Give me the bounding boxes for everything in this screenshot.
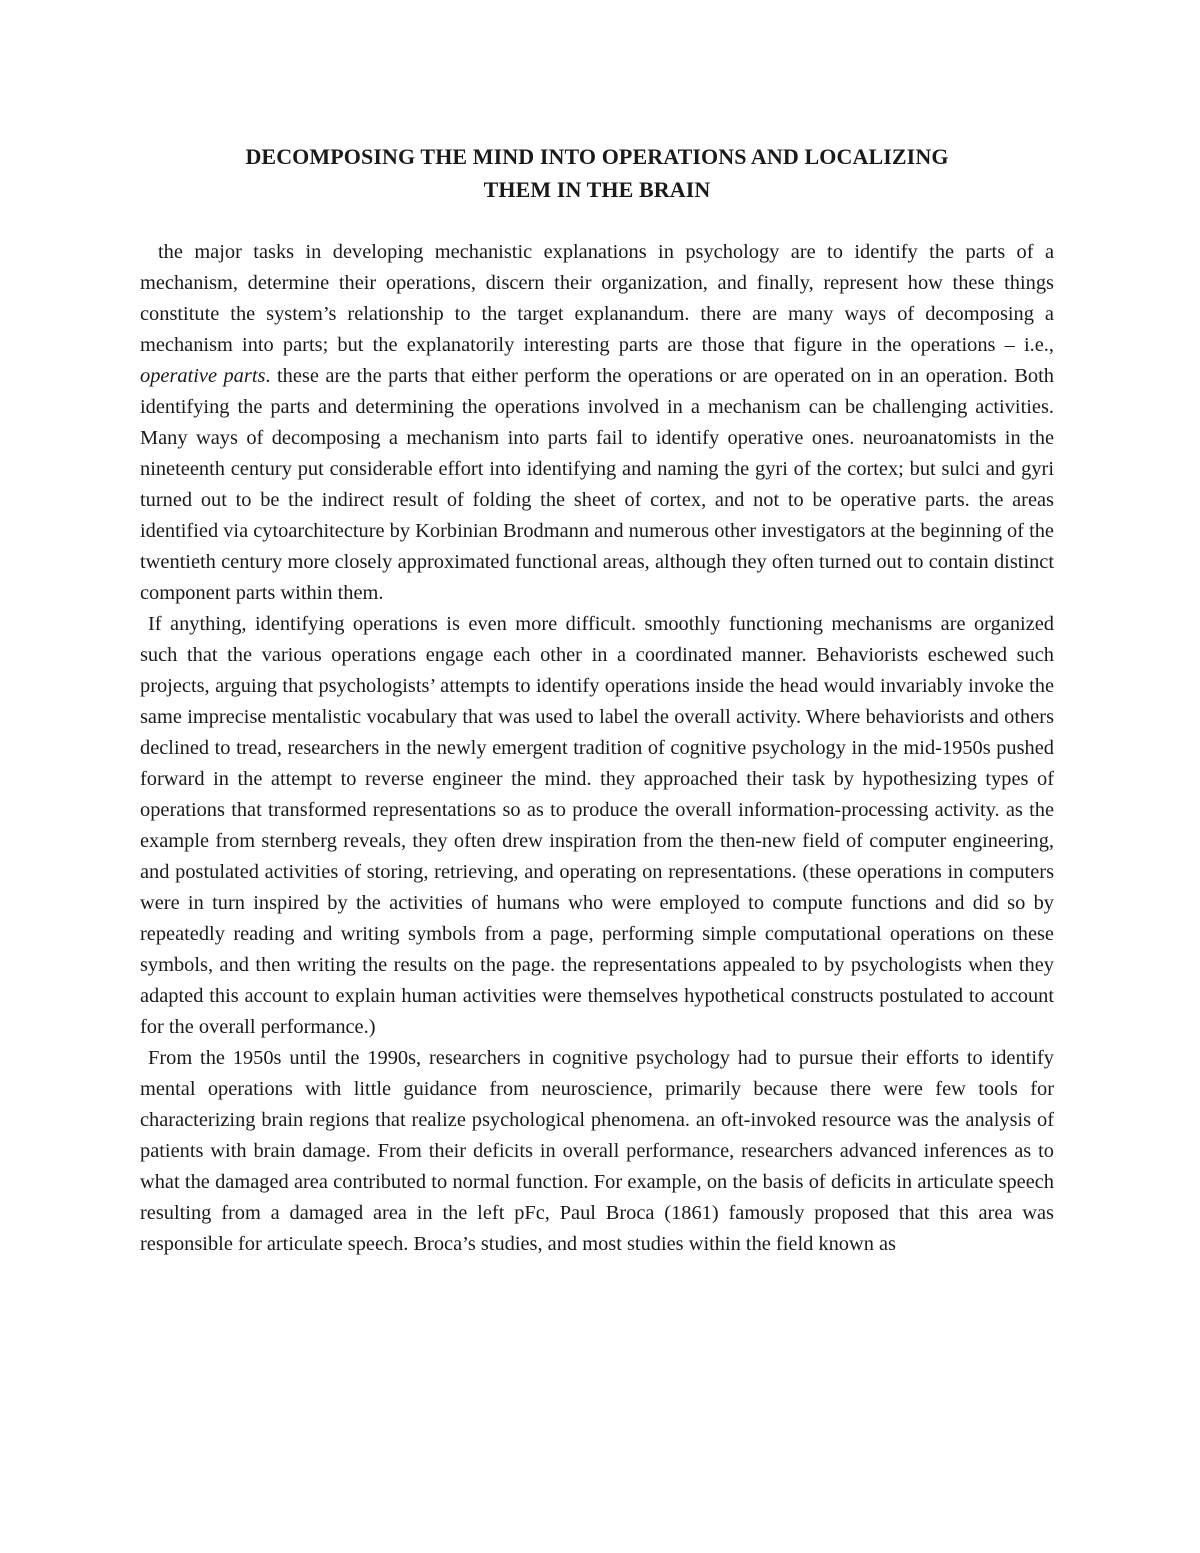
document-body [140,237,1054,1260]
paragraph-1-text-a: the major tasks in developing mechanistic explanations in psychology are to identify the parts of a mechanism, determine their operations, discern their organization, and finally, represent how these things constitute the system’s relationship to the target explanandum. there are many ways of decomposing a mechanism into parts; but the explanatorily interesting parts are those that figure in the operations – i.e., [140,241,1054,356]
paragraph-1 [140,237,1054,609]
title-line-1: DECOMPOSING THE MIND INTO OPERATIONS AND LOCALIZING [245,144,949,169]
document-title [140,140,1054,206]
title-line-2: THEM IN THE BRAIN [483,177,711,202]
paragraph-1-emphasis: operative parts [140,365,266,387]
paragraph-2: If anything, identifying operations is even more difficult. smoothly functioning mechanisms are organized such that the various operations engage each other in a coordinated manner. Behaviorists eschewed such projects, arguing that psychologists’ attempts to identify operations inside the head would invariably invoke the same imprecise mentalistic vocabulary that was used to label the overall activity. Where behaviorists and others declined to tread, researchers in the newly emergent tradition of cognitive psychology in the mid-1950s pushed forward in the attempt to reverse engineer the mind. they approached their task by hypothesizing types of operations that transformed representations so as to produce the overall information-processing activity. as the example from sternberg reveals, they often drew inspiration from the then-new field of computer engineering, and postulated activities of storing, retrieving, and operating on representations. (these operations in computers were in turn inspired by the activities of humans who were employed to compute functions and did so by repeatedly reading and writing symbols from a page, performing simple computational operations on these symbols, and then writing the results on the page. the representations appealed to by psychologists when they adapted this account to explain human activities were themselves hypothetical constructs postulated to account for the overall performance.) [140,613,1054,1038]
paragraph-1-text-b: . these are the parts that either perform the operations or are operated on in an operation. Both identifying the parts and determining the operations involved in a mechanism can be challenging activities. Many ways of decomposing a mechanism into parts fail to identify operative ones. neuroanatomists in the nineteenth century put considerable effort into identifying and naming the gyri of the cortex; but sulci and gyri turned out to be the indirect result of folding the sheet of cortex, and not to be operative parts. the areas identified via cytoarchitecture by Korbinian Brodmann and numerous other investigators at the beginning of the twentieth century more closely approximated functional areas, although they often turned out to contain distinct component parts within them. [140,365,1054,604]
paragraph-3: From the 1950s until the 1990s, researchers in cognitive psychology had to pursue their efforts to identify mental operations with little guidance from neuroscience, primarily because there were few tools for characterizing brain regions that realize psychological phenomena. an oft-invoked resource was the analysis of patients with brain damage. From their deficits in overall performance, researchers advanced inferences as to what the damaged area contributed to normal function. For example, on the basis of deficits in articulate speech resulting from a damaged area in the left pFc, Paul Broca (1861) famously proposed that this area was responsible for articulate speech. Broca’s studies, and most studies within the field known as [140,1047,1054,1255]
